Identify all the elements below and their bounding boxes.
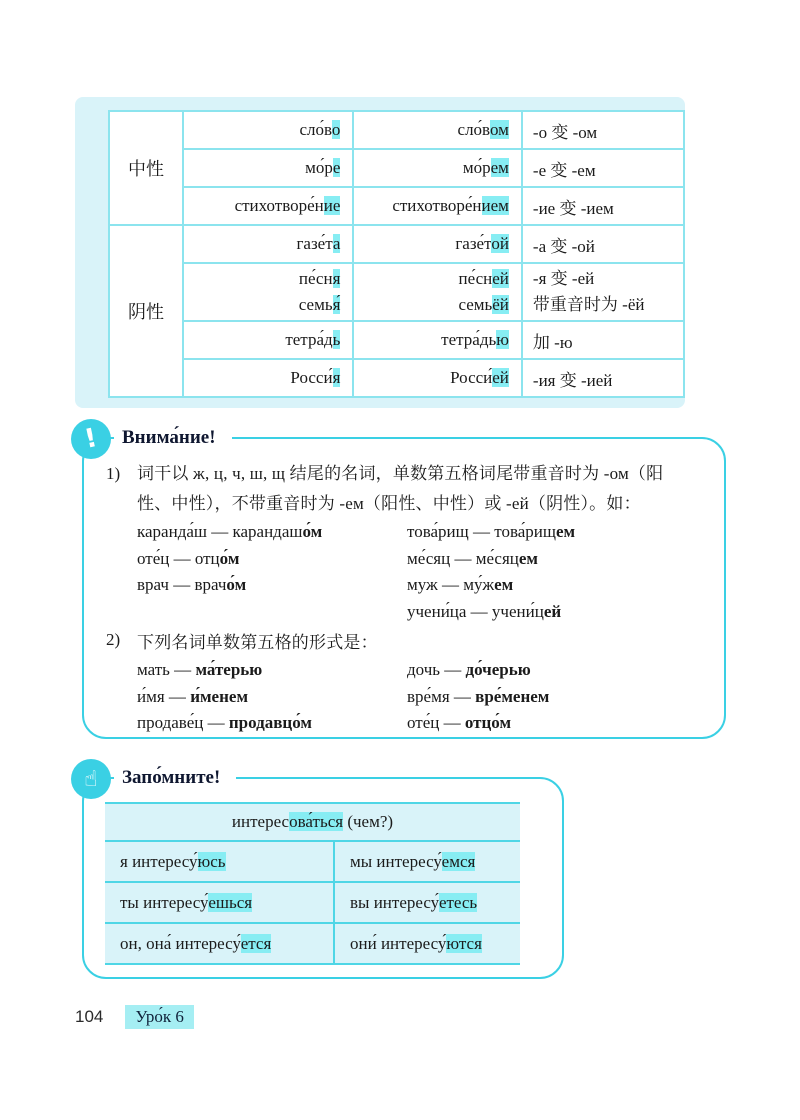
example-pair: ме́сяц — ме́сяцем — [407, 548, 539, 568]
declension-table-panel — [75, 97, 685, 408]
example-pair: муж — му́жем — [407, 575, 514, 594]
example-pair: учени́ца — учени́цей — [407, 601, 562, 621]
attention-item-2 — [106, 625, 708, 737]
lesson-badge: Уро́к 6 — [125, 1005, 194, 1029]
nominative-cell: мо́ре — [183, 149, 353, 187]
conjugation-cell: ты интересу́ешься — [105, 882, 334, 923]
attention-item-1 — [106, 459, 708, 625]
example-pair: дочь — до́черью — [407, 660, 531, 679]
example-pair: това́рищ — това́рищем — [407, 522, 576, 541]
note-text-line: 性、中性），不带重音时为 -ем（阳性、中性）或 -ей（阴性）。如： — [137, 494, 641, 513]
instrumental-cell: Росси́ей — [353, 359, 522, 397]
note-text-line: 下列名词单数第五格的形式是： — [137, 633, 378, 652]
gender-cell-neuter: 中性 — [109, 111, 183, 225]
pointing-hand-icon: ☝ — [71, 759, 111, 799]
nominative-cell: Росси́я — [183, 359, 353, 397]
page-footer — [75, 1005, 194, 1029]
rule-cell: -ия 变 -ией — [522, 359, 684, 397]
instrumental-cell: тетра́дью — [353, 321, 522, 359]
example-pair: оте́ц — отцо́м — [137, 548, 240, 568]
rule-cell: -а 变 -ой — [522, 225, 684, 263]
example-pair: врач — врачо́м — [137, 575, 247, 594]
nominative-cell: пе́сня семья́ — [183, 263, 353, 321]
example-pair: каранда́ш — карандашо́м — [137, 522, 323, 541]
example-pair — [137, 599, 407, 626]
instrumental-cell: газе́той — [353, 225, 522, 263]
conjugation-cell: он, она́ интересу́ется — [105, 923, 334, 964]
remember-callout — [82, 766, 564, 979]
rule-cell: -о 变 -ом — [522, 111, 684, 149]
example-list — [137, 519, 708, 625]
example-list — [137, 657, 708, 737]
conjugation-cell: они́ интересу́ются — [334, 923, 520, 964]
example-pair: продаве́ц — продавцо́м — [137, 713, 312, 732]
instrumental-cell: пе́сней семьёй — [353, 263, 522, 321]
rule-cell: -ие 变 -ием — [522, 187, 684, 225]
conjugation-table — [105, 802, 520, 965]
example-pair: и́мя — и́менем — [137, 686, 249, 706]
instrumental-cell: мо́рем — [353, 149, 522, 187]
exclamation-icon: ! — [71, 419, 111, 459]
rule-cell: -е 变 -ем — [522, 149, 684, 187]
remember-title: Запо́мните! — [114, 764, 236, 792]
conjugation-cell: я интересу́юсь — [105, 841, 334, 882]
example-pair: вре́мя — вре́менем — [407, 686, 550, 706]
conjugation-cell: вы интересу́етесь — [334, 882, 520, 923]
attention-callout — [82, 423, 726, 739]
rule-cell: -я 变 -ей 带重音时为 -ёй — [522, 263, 684, 321]
rule-cell: 加 -ю — [522, 321, 684, 359]
list-item-number: 1) — [106, 464, 121, 483]
nominative-cell: газе́та — [183, 225, 353, 263]
example-pair: мать — ма́терью — [137, 660, 263, 679]
example-pair: оте́ц — отцо́м — [407, 713, 512, 732]
nominative-cell: сло́во — [183, 111, 353, 149]
page-number: 104 — [75, 1007, 104, 1026]
conjugation-cell: мы интересу́емся — [334, 841, 520, 882]
note-text-line: 词干以 ж, ц, ч, ш, щ 结尾的名词，单数第五格词尾带重音时为 -ом（阳 — [137, 464, 664, 483]
nominative-cell: стихотворе́ние — [183, 187, 353, 225]
instrumental-cell: стихотворе́нием — [353, 187, 522, 225]
attention-title: Внима́ние! — [114, 424, 232, 452]
list-item-number: 2) — [106, 630, 121, 649]
nominative-cell: тетра́дь — [183, 321, 353, 359]
conjugation-header: интересова́ться (чем?) — [105, 803, 520, 841]
declension-table — [108, 110, 685, 398]
instrumental-cell: сло́вом — [353, 111, 522, 149]
gender-cell-feminine: 阴性 — [109, 225, 183, 397]
